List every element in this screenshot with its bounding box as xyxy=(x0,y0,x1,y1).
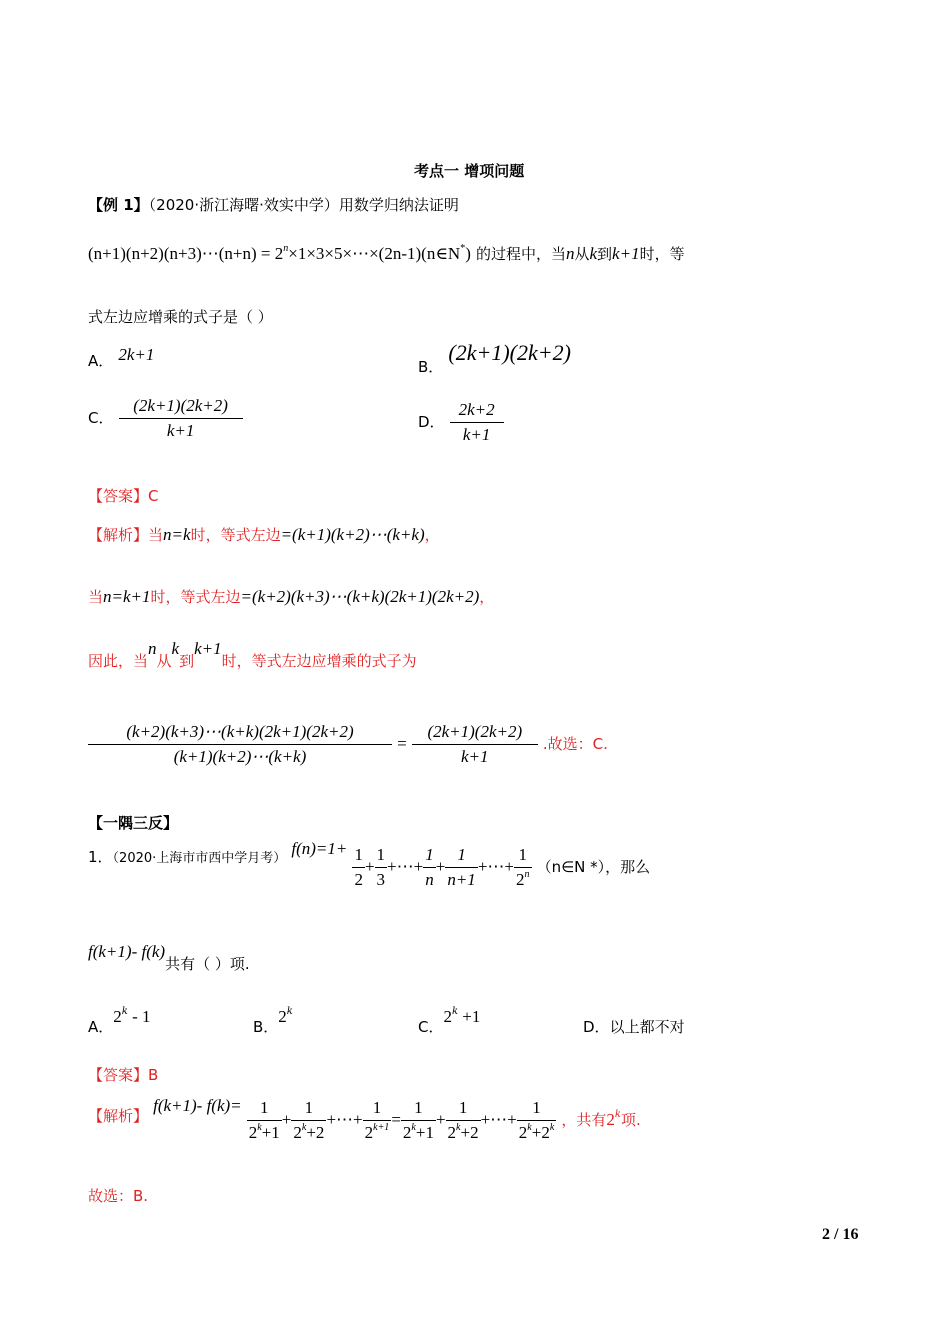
example-source: （2020·浙江海曙·效实中学）用数学归纳法证明 xyxy=(148,196,459,214)
option-d: D． $\frac{2k+2}{k+1}$ xyxy=(418,400,504,445)
equation-lhs: (n+1)(n+2)(n+3)⋯(n+n) = $2^n\times 1\times 3\times 5\times\cdots\times(2n-1)(n\in N^*)$ xyxy=(88,243,471,263)
text-after: 的过程中，当 xyxy=(475,245,566,263)
analysis-line3: 因此，当n从k到k+1时，等式左边应增乘的式子为 xyxy=(88,639,417,670)
analysis-line1: 【解析】当n=k时，等式左边=(k+1)(k+2)⋯(k+k)， xyxy=(88,525,440,544)
answer-q1: 【答案】B xyxy=(88,1066,159,1084)
analysis-line2: 当n=k+1时，等式左边=(k+2)(k+3)⋯(k+k)(2k+1)(2k+2)， xyxy=(88,587,495,606)
analysis-q1: 【解析】 f(k+1)- f(k)= $\frac{1}{2^k+1}$ + $\frac{1}{2^k+2}$ +⋯+ $\frac{1}{2^{k+1}}$ = $\frac{1}{2^k+1}$ + $\frac{1}{2^k+2}$ +⋯+ $\frac{1}{2^k+2^k}$ ，共有2$^k$项. xyxy=(88,1096,641,1142)
conclusion-q1: 故选：B. xyxy=(88,1187,149,1205)
analysis-fraction-line: $\frac{(k+2)(k+3)\cdots(k+k)(2k+1)(2k+2)}{(k+1)(k+2)\cdots(k+k)}$ = $\frac{(2k+1)(2k+2)}{k+1}$ .故选：C. xyxy=(88,722,608,767)
option-b: B． (2k+1)(2k+2) xyxy=(418,340,571,376)
text-when: 时，等 xyxy=(639,245,685,263)
question-1-line2: f(k+1)- f(k)共有（ ）项. xyxy=(88,942,250,973)
example-header xyxy=(88,194,459,215)
var-k1: k+1 xyxy=(612,244,640,263)
q1-option-a: A．2$^k$ - 1 xyxy=(88,1006,151,1036)
option-a: A． 2k+1 xyxy=(88,345,155,370)
fraction-1: $\frac{(k+2)(k+3)\cdots(k+k)(2k+1)(2k+2)}{(k+1)(k+2)\cdots(k+k)}$ xyxy=(88,722,392,767)
q1-option-d: D．以上都不对 xyxy=(583,1018,685,1036)
example-equation-line xyxy=(88,243,685,264)
practice-heading: 【一隅三反】 xyxy=(88,814,179,832)
var-k: k xyxy=(589,244,598,263)
answer-1: 【答案】C xyxy=(88,487,159,505)
fraction-2: $\frac{(2k+1)(2k+2)}{k+1}$ xyxy=(412,722,538,767)
example-label: 【例 1】 xyxy=(88,196,149,214)
q1-option-c: C．$2^k +1$ xyxy=(418,1006,481,1036)
section-title: 考点一 增项问题 xyxy=(414,162,525,180)
option-c: C． $\frac{(2k+1)(2k+2)}{k+1}$ xyxy=(88,396,243,441)
question-line2: 式左边应增乘的式子是（ ） xyxy=(88,308,273,326)
q1-option-b: B．2$^k$ xyxy=(253,1006,293,1036)
text-from: 从 xyxy=(574,245,590,263)
var-n: n xyxy=(565,244,575,263)
question-1: 1．$^{(2020\cdot 上海市市西中学月考)}$ f(n)=1+ $\frac{1}{2}$ + $\frac{1}{3}$ +⋯+ $\frac{1}{n}$ + $\frac{1}{n+1}$ +⋯+ $\frac{1}{2^n}$ （n∈N *），那么 xyxy=(88,839,651,889)
page-number: 2 / 16 xyxy=(822,1226,859,1243)
text-to: 到 xyxy=(597,245,613,263)
